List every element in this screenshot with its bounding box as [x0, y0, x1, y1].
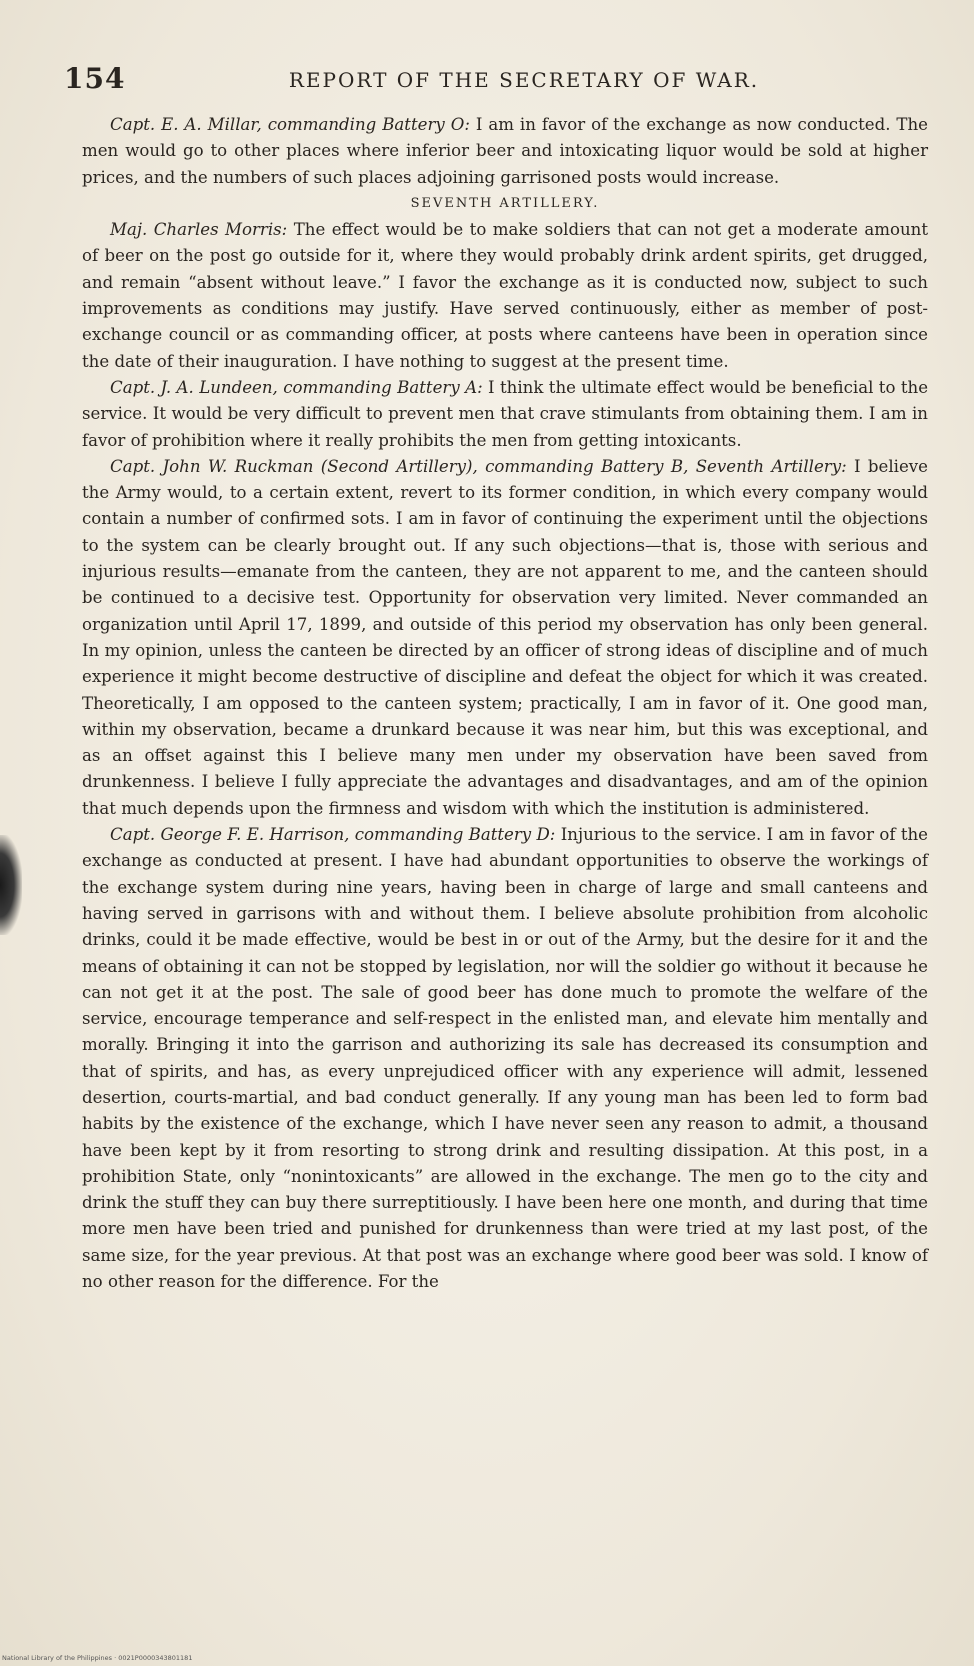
body-text: [82, 112, 928, 1295]
page-number: 154: [64, 62, 126, 95]
paragraph-text: I believe the Army would, to a certain extent, revert to its former condition, in which every company would contain a number of confirmed sots. I am in favor of continuing the experiment until the objections to the system can be clearly brought out. If any such objections—that is, those with serious and injurious results—emanate from the canteen, they are not apparent to me, and the canteen should be continued to a decisive test. Opportunity for observation very limited. Never commanded an organization until April 17, 1899, and outside of this period my observation has only been general. In my opinion, unless the canteen be directed by an officer of strong ideas of discipline and of much experience it might become destructive of discipline and defeat the object for which it was created. Theoretically, I am opposed to the canteen system; practically, I am in favor of it. One good man, within my observation, became a drunkard because it was near him, but this was exceptional, and as an offset against this I believe many men under my observation have been saved from drunkenness. I believe I fully appreciate the advantages and disadvantages, and am of the opinion that much depends upon the firmness and wisdom with which the institution is administered.: [82, 456, 928, 818]
paragraph-text: I think the ultimate effect would be beneficial to the service. It would be very difficult to prevent men that crave stimulants from obtaining them. I am in favor of prohibition where it really prohibits the men from getting intoxicants.: [82, 377, 929, 450]
scan-thumb-shadow: [0, 835, 22, 935]
running-title: REPORT OF THE SECRETARY OF WAR.: [288, 68, 760, 92]
speaker-name: Maj. Charles Morris:: [110, 220, 288, 240]
paragraph-ruckman: [82, 454, 928, 822]
paragraph-text: Injurious to the service. I am in favor of the exchange as conducted at present. I have had abundant opportunities to observe the workings of the exchange system during nine years, having been in charge of large and small canteens and having served in garrisons with and without them. I believe absolute prohibition from alcoholic drinks, could it be made effective, would be best in or out of the Army, but the desire for it and the means of obtaining it can not be stopped by legislation, nor will the soldier go without it because he can not get it at the post. The sale of good beer has done much to promote the welfare of the service, encourage temperance and self-respect in the enlisted man, and elevate him mentally and morally. Bringing it into the garrison and authorizing its sale has decreased its consumption and that of spirits, and has, as every unprejudiced officer with any experience will admit, lessened desertion, courts-martial, and bad conduct generally. If any young man has been led to form bad habits by the existence of the exchange, which I have never seen any reason to admit, a thousand have been kept by it from resorting to strong drink and resulting dissipation. At this post, in a prohibition State, only “nonintoxicants” are allowed in the exchange. The men go to the city and drink the stuff they can buy there surreptitiously. I have been here one month, and during that time more men have been tried and punished for drunkenness than were tried at my last post, of the same size, for the year previous. At that post was an exchange where good beer was sold. I know of no other reason for the difference. For the: [82, 825, 928, 1292]
section-heading: SEVENTH ARTILLERY.: [410, 195, 600, 211]
speaker-name: Capt. J. A. Lundeen, commanding Battery A:: [110, 377, 483, 397]
page-header: [64, 58, 924, 98]
paragraph-millar: [82, 112, 928, 191]
speaker-name: Capt. John W. Ruckman (Second Artillery), commanding Battery B, Seventh Artillery:: [110, 456, 847, 476]
paragraph-lundeen: [82, 375, 928, 454]
scan-footer: National Library of the Philippines · 0021P0000343801181: [2, 1654, 193, 1662]
speaker-name: Capt. E. A. Millar, commanding Battery O:: [110, 115, 470, 134]
paragraph-text: The effect would be to make soldiers that can not get a moderate amount of beer on the post go outside for it, where they would probably drink ardent spirits, get drugged, and remain “absent without leave.” I favor the exchange as it is conducted now, subject to such improvements as conditions may justify. Have served continuously, either as member of post-exchange council or as commanding officer, at posts where canteens have been in operation since the date of their inauguration. I have nothing to suggest at the present time.: [82, 220, 928, 371]
speaker-name: Capt. George F. E. Harrison, commanding Battery D:: [110, 825, 556, 845]
paragraph-harrison: [82, 822, 928, 1295]
paragraph-morris: [82, 217, 928, 375]
paragraph-text: I am in favor of the exchange as now conducted. The men would go to other places where inferior beer and intoxicating liquor would be sold at higher prices, and the numbers of such places adjoining garrisoned posts would increase.: [82, 115, 928, 187]
